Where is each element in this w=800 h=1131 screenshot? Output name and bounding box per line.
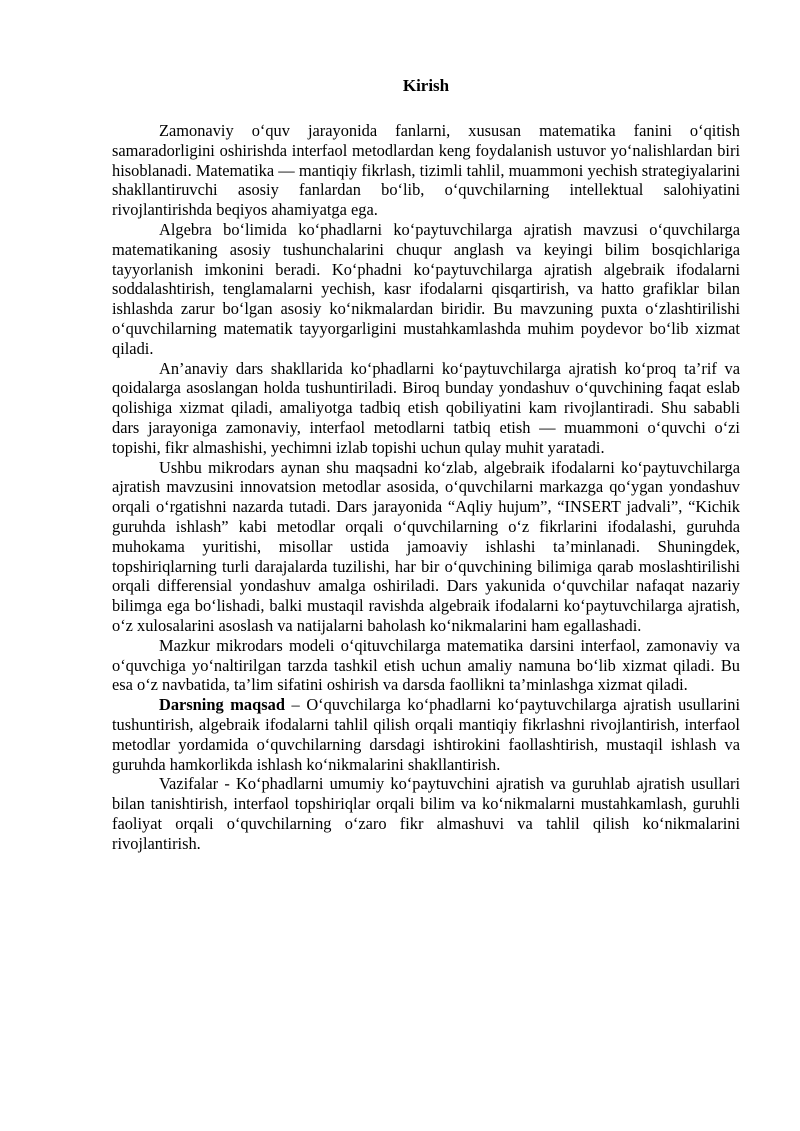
paragraph-model: Mazkur mikrodars modeli o‘qituvchilarga matematika darsini interfaol, zamonaviy va o‘quvchiga yo‘naltirilgan tarzda tashkil etish uchun amaliy namuna bo‘lib xizmat qiladi. Bu esa o‘z navbatida, ta’lim sifatini oshirish va darsda faollikni ta’minlashga xizmat qiladi. (112, 635, 740, 695)
paragraph-traditional: An’anaviy dars shakllarida ko‘phadlarni ko‘paytuvchilarga ajratish ko‘proq ta’rif va qoidalarga asoslangan holda tushuntiriladi. Biroq bunday yondashuv o‘quvchining faqat eslab qolishiga xizmat qiladi, amaliyotga tadbiq etish qobiliyatini kam rivojlantiradi. Shu sababli dars jarayoniga zamonaviy, interfaol metodlarni tatbiq etish — muammoni o‘quvchi o‘zi topishi, fikr almashishi, yechimni izlab topishi uchun qulay muhit yaratadi. (112, 358, 740, 457)
document-page (112, 0, 740, 1131)
paragraph-algebra: Algebra bo‘limida ko‘phadlarni ko‘paytuvchilarga ajratish mavzusi o‘quvchilarga matematikaning asosiy tushunchalarini chuqur anglash va keyingi bilim bosqichlariga tayyorlanish imkonini beradi. Ko‘phadni ko‘paytuvchilarga ajratish algebraik ifodalarni soddalashtirish, tenglamalarni yechish, kasr ifodalarni qisqartirish, va hatto grafiklar bilan ishlashda zarur bo‘lgan asosiy ko‘nikmalardan biridir. Bu mavzuning puxta o‘zlashtirilishi o‘quvchilarning matematik tayyorgarligini mustahkamlashda muhim poydevor bo‘lib xizmat qiladi. (112, 219, 740, 358)
goal-label: Darsning maqsad (159, 695, 285, 715)
paragraph-tasks: Vazifalar - Ko‘phadlarni umumiy ko‘paytuvchini ajratish va guruhlab ajratish usullari bilan tanishtirish, interfaol topshiriqlar orqali bilim va ko‘nikmalarni mustahkamlash, guruhli faoliyat orqali o‘quvchilarning o‘zaro fikr almashuvi va tahlil qilish ko‘nikmalarini rivojlantirish. (112, 774, 740, 853)
page-title: Kirish (402, 76, 450, 95)
document-body (112, 121, 740, 853)
paragraph-intro: Zamonaviy o‘quv jarayonida fanlarni, xususan matematika fanini o‘qitish samaradorligini oshirishda interfaol metodlardan keng foydalanish ustuvor yo‘nalishlardan biri hisoblanadi. Matematika — mantiqiy fikrlash, tizimli tahlil, muammoni yechish strategiyalarini shakllantiruvchi asosiy fanlardan bo‘lib, o‘quvchilarning intellektual salohiyatini rivojlantirishda beqiyos ahamiyatga ega. (112, 121, 740, 220)
paragraph-goal (112, 695, 740, 774)
paragraph-microlesson: Ushbu mikrodars aynan shu maqsadni ko‘zlab, algebraik ifodalarni ko‘paytuvchilarga ajratish mavzusini innovatsion metodlar asosida, o‘quvchilarni markazga qo‘ygan yondashuv orqali o‘rgatishni nazarda tutadi. Dars jarayonida “Aqliy hujum”, “INSERT jadvali”, “Kichik guruhda ishlash” kabi metodlar orqali o‘quvchilarning o‘z fikrlarini ifodalashi, guruhda muhokama yuritishi, misollar ustida jamoaviy ishlashi ta’minlanadi. Shuningdek, topshiriqlarning turli darajalarda tuzilishi, har bir o‘quvchining bilimiga qarab moslashtirilishi orqali differensial yondashuv amalga oshiriladi. Dars yakunida o‘quvchilar nafaqat nazariy bilimga ega bo‘lishadi, balki mustaqil ravishda algebraik ifodalarni ko‘paytuvchilarga ajratish, o‘z xulosalarini asoslash va natijalarni baholash ko‘nikmalarini ham egallashadi. (112, 457, 740, 635)
goal-text: – O‘quvchilarga ko‘phadlarni ko‘paytuvchilarga ajratish usullarini tushuntirish, algebraik ifodalarni tahlil qilish orqali mantiqiy fikrlashni rivojlantirish, interfaol metodlar yordamida o‘quvchilarning darsdagi ishtirokini faollashtirish, mustaqil ishlash va guruhda hamkorlikda ishlash ko‘nikmalarini shakllantirish. (112, 695, 740, 774)
